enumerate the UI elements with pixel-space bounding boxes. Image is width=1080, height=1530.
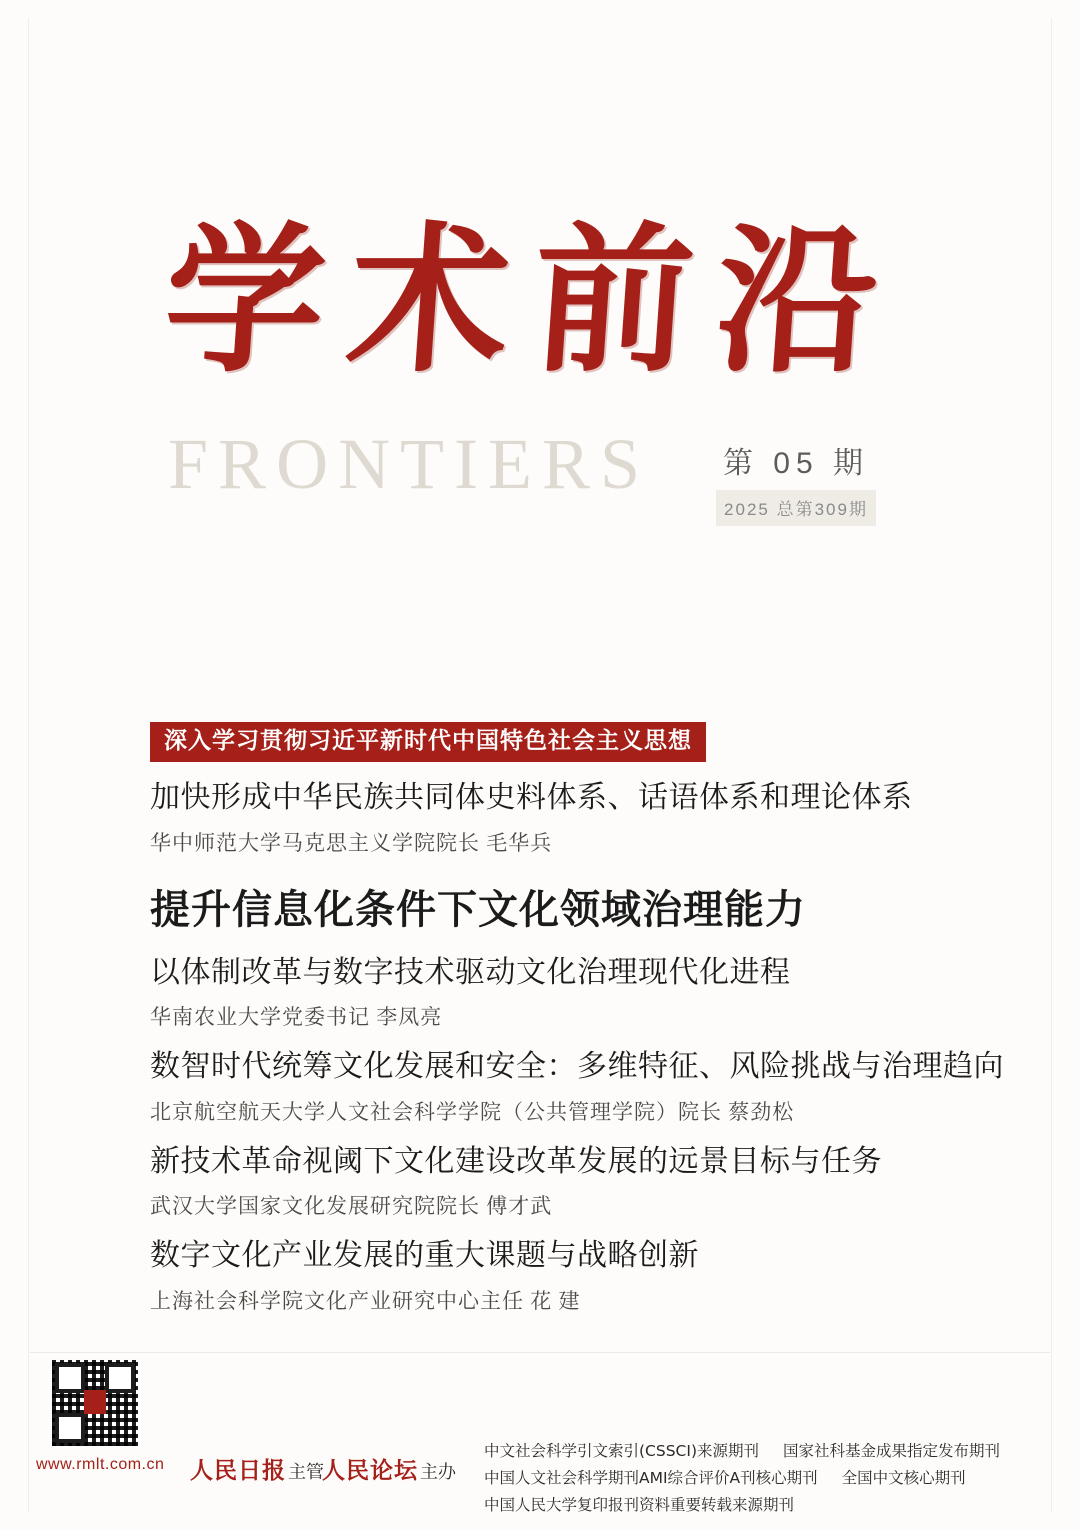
- brand-title-en: FRONTIERS: [168, 424, 651, 504]
- index-right: 国家社科基金成果指定发布期刊: [783, 1442, 1001, 1460]
- index-row: [484, 1492, 1044, 1519]
- toc-entry-1[interactable]: [150, 953, 950, 1032]
- organizer-credit: [322, 1452, 456, 1485]
- index-row: [484, 1465, 1044, 1492]
- article-byline: 武汉大学国家文化发展研究院院长 傅才武: [150, 1194, 553, 1219]
- index-left: 中文社会科学引文索引(CSSCI)来源期刊: [484, 1442, 759, 1460]
- organizer-role: 主办: [420, 1462, 456, 1483]
- qr-center-mark-icon: [84, 1390, 106, 1414]
- article-title: 新技术革命视阈下文化建设改革发展的远景目标与任务: [150, 1143, 882, 1179]
- toc-entry-2[interactable]: [150, 1047, 1004, 1126]
- topic-banner: 深入学习贯彻习近平新时代中国特色社会主义思想: [150, 722, 706, 762]
- masthead: [0, 200, 1080, 519]
- sponsor-name: 人民日报: [190, 1457, 286, 1484]
- issue-info: [716, 438, 876, 526]
- toc-entry-4[interactable]: [150, 1236, 950, 1315]
- index-listing: [484, 1438, 1044, 1519]
- qr-corner-icon: [55, 1363, 85, 1393]
- issue-meta: 2025 总第309期: [716, 490, 876, 526]
- footer-divider: [30, 1352, 1050, 1353]
- issue-number: 第 05 期: [722, 447, 870, 480]
- qr-code-icon[interactable]: [52, 1360, 138, 1446]
- organizer-name: 人民论坛: [322, 1457, 418, 1484]
- website-url[interactable]: www.rmlt.com.cn: [36, 1456, 165, 1473]
- brand-title-cn: 学术前沿: [158, 206, 908, 394]
- article-byline: 华南农业大学党委书记 李凤亮: [150, 1005, 443, 1030]
- qr-corner-icon: [55, 1413, 85, 1443]
- cover-footer: [0, 1360, 1080, 1530]
- table-of-contents: [150, 722, 1004, 1315]
- index-left: 中国人文社会科学期刊AMI综合评价A刊核心期刊: [484, 1469, 818, 1488]
- article-byline: 华中师范大学马克思主义学院院长 毛华兵: [150, 830, 553, 855]
- article-byline: 上海社会科学院文化产业研究中心主任 花 建: [150, 1288, 581, 1313]
- article-title: 数智时代统筹文化发展和安全：多维特征、风险挑战与治理趋向: [150, 1049, 1004, 1085]
- cover-headline: 提升信息化条件下文化领域治理能力: [150, 886, 806, 933]
- index-row: [484, 1438, 1044, 1465]
- sponsor-role: 主管: [288, 1462, 324, 1483]
- toc-entry-3[interactable]: [150, 1142, 950, 1221]
- qr-corner-icon: [105, 1363, 135, 1393]
- toc-entry-lead[interactable]: [150, 778, 950, 857]
- article-title: 数字文化产业发展的重大课题与战略创新: [150, 1238, 699, 1274]
- index-left: 中国人民大学复印报刊资料重要转载来源期刊: [484, 1496, 795, 1515]
- sponsor-credit: [190, 1452, 324, 1485]
- index-right: 全国中文核心期刊: [841, 1469, 966, 1488]
- article-byline: 北京航空航天大学人文社会科学学院（公共管理学院）院长 蔡劲松: [150, 1099, 795, 1124]
- article-title: 加快形成中华民族共同体史料体系、话语体系和理论体系: [150, 780, 913, 816]
- article-title: 以体制改革与数字技术驱动文化治理现代化进程: [150, 954, 791, 990]
